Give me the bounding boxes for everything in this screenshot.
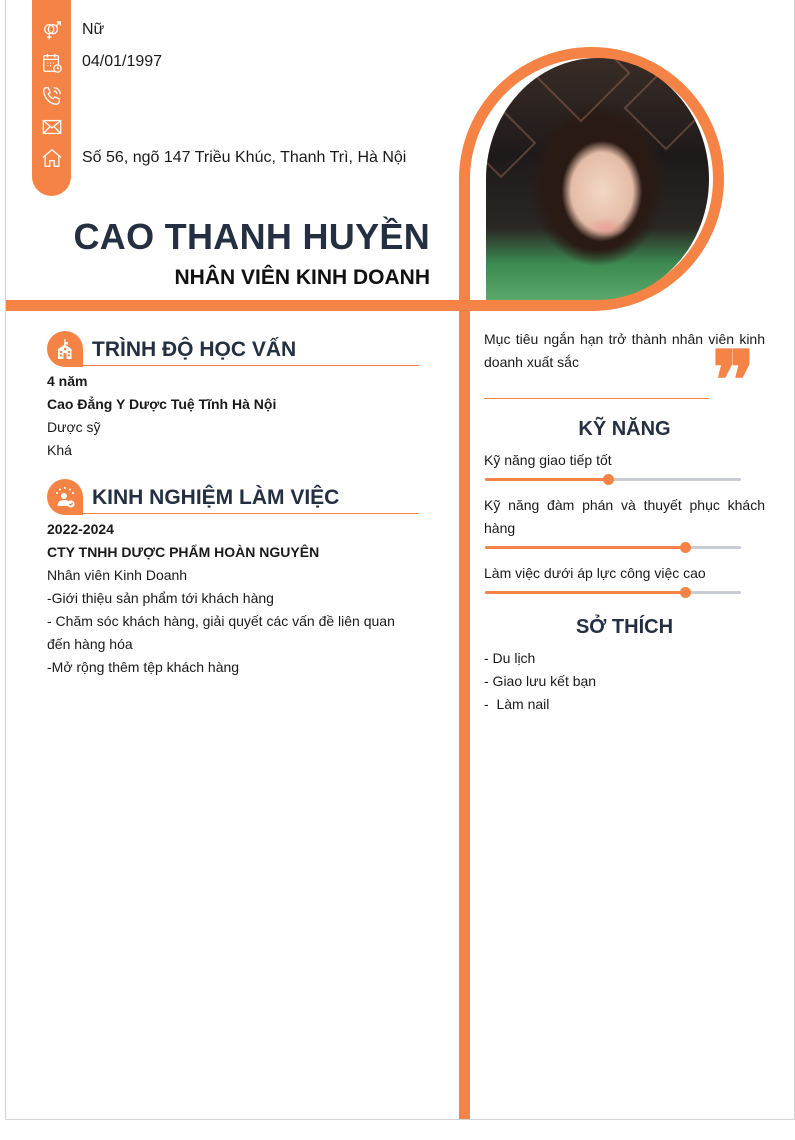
experience-underline bbox=[83, 513, 419, 514]
skill-bar bbox=[485, 478, 741, 481]
experience-position: Nhân viên Kinh Doanh bbox=[47, 567, 188, 583]
education-school: Cao Đẳng Y Dược Tuệ Tĩnh Hà Nội bbox=[47, 396, 277, 412]
experience-duty: -Giới thiệu sản phẩm tới khách hàng bbox=[47, 590, 274, 606]
education-major: Dược sỹ bbox=[47, 419, 101, 435]
home-icon bbox=[40, 146, 63, 169]
education-duration: 4 năm bbox=[47, 373, 88, 389]
experience-company: CTY TNHH DƯỢC PHẨM HOÀN NGUYÊN bbox=[47, 544, 320, 560]
skill-bar bbox=[485, 591, 741, 594]
column-divider bbox=[459, 180, 470, 1120]
gender-value: Nữ bbox=[82, 21, 105, 38]
cv-page bbox=[5, 0, 795, 1120]
skill-label: Kỹ năng đàm phán và thuyết phục khách hàng bbox=[484, 497, 765, 536]
experience-duty: -Mở rộng thêm tệp khách hàng bbox=[47, 659, 240, 675]
education-underline bbox=[83, 365, 419, 366]
career-objective: Mục tiêu ngắn hạn trở thành nhân viên kinh doanh xuất sắc bbox=[484, 331, 765, 370]
experience-period: 2022-2024 bbox=[47, 521, 114, 537]
address-value: Số 56, ngõ 147 Triều Khúc, Thanh Trì, Hà Nội bbox=[82, 149, 407, 166]
quote-icon: ❞ bbox=[712, 333, 752, 427]
job-title: NHÂN VIÊN KINH DOANH bbox=[174, 266, 430, 289]
experience-duty: - Chăm sóc khách hàng, giải quyết các vấn đề liên quan đến hàng hóa bbox=[47, 613, 395, 652]
candidate-name: CAO THANH HUYỀN bbox=[73, 216, 430, 257]
skill-bar-fill bbox=[485, 591, 685, 594]
calendar-icon bbox=[40, 51, 63, 74]
skill-bar-fill bbox=[485, 478, 608, 481]
experience-heading: KINH NGHIỆM LÀM VIỆC bbox=[92, 486, 340, 509]
skill-bar-knob bbox=[680, 542, 691, 553]
phone-icon bbox=[40, 84, 63, 107]
hobby-item: - Du lịch bbox=[484, 650, 536, 666]
skill-label: Làm việc dưới áp lực công việc cao bbox=[484, 565, 706, 581]
hobby-item: - Làm nail bbox=[484, 696, 550, 712]
skill-bar-knob bbox=[680, 587, 691, 598]
header-divider bbox=[6, 300, 470, 311]
rating-user-icon bbox=[47, 479, 83, 515]
skill-bar bbox=[485, 546, 741, 549]
skill-bar-fill bbox=[485, 546, 685, 549]
avatar bbox=[486, 58, 709, 300]
hobbies-heading: SỞ THÍCH bbox=[575, 616, 674, 638]
skill-bar-knob bbox=[603, 474, 614, 485]
birthday-value: 04/01/1997 bbox=[82, 53, 163, 70]
skill-label: Kỹ năng giao tiếp tốt bbox=[484, 452, 612, 468]
mail-icon bbox=[40, 115, 63, 138]
education-heading: TRÌNH ĐỘ HỌC VẤN bbox=[92, 338, 297, 361]
contact-icon-strip bbox=[32, 0, 71, 196]
hobby-item: - Giao lưu kết bạn bbox=[484, 673, 597, 689]
objective-underline bbox=[484, 398, 709, 399]
education-grade: Khá bbox=[47, 442, 72, 458]
skills-heading: KỸ NĂNG bbox=[578, 418, 671, 440]
school-icon bbox=[47, 331, 83, 367]
gender-icon bbox=[40, 19, 63, 42]
